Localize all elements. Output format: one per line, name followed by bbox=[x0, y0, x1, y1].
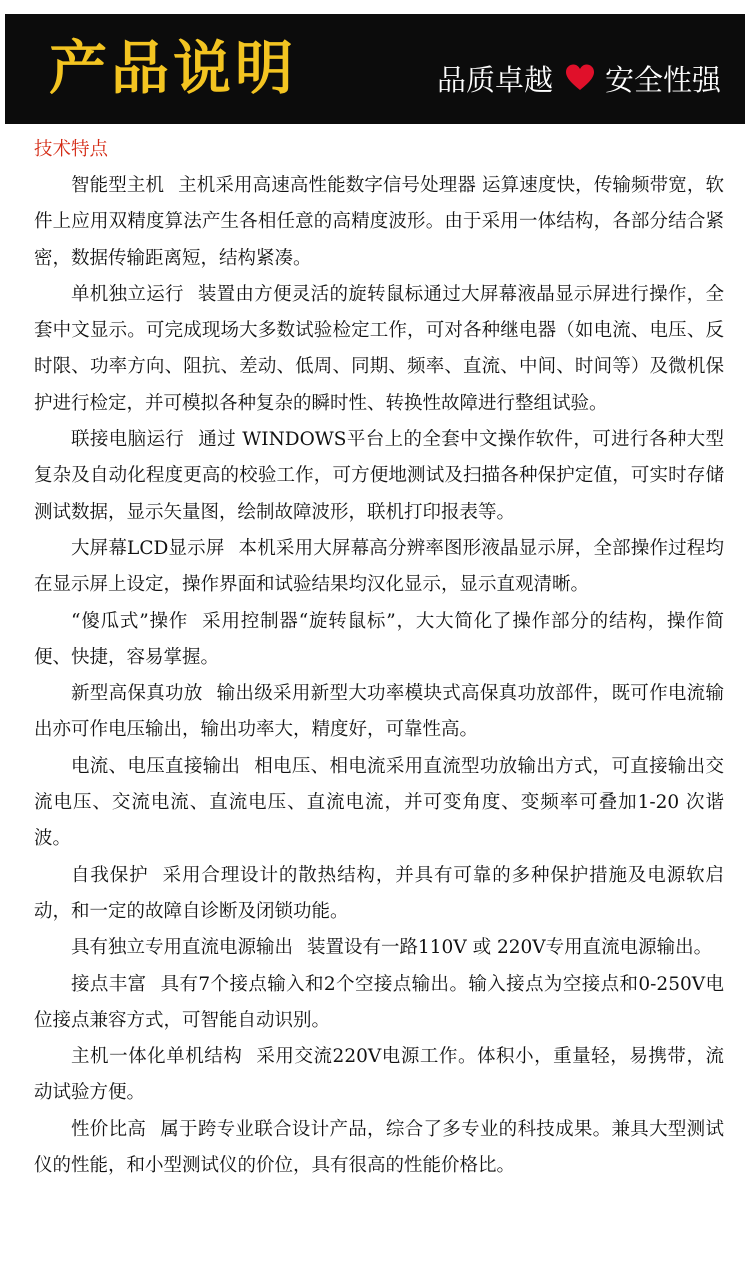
feature-paragraph bbox=[34, 1039, 724, 1112]
feature-text: 采用交流220V电源工作。体积小，重量轻，易携带，流动试验方便。 bbox=[34, 1046, 724, 1104]
feature-term: 性价比高 bbox=[71, 1118, 147, 1140]
feature-term: 大屏幕LCD显示屏 bbox=[71, 537, 225, 559]
feature-text: 属于跨专业联合设计产品，综合了多专业的科技成果。兼具大型测试仪的性能，和小型测试仪的价位，具有很高的性能价格比。 bbox=[34, 1118, 724, 1177]
feature-term: 具有独立专用直流电源输出 bbox=[71, 937, 294, 959]
feature-text: 相电压、相电流采用直流型功放输出方式，可直接输出交流电压、交流电流、直流电压、直流电流，并可变角度、变频率可叠加1-20 次谐波。 bbox=[34, 755, 724, 850]
slogan-safety: 安全性强 bbox=[604, 62, 721, 97]
feature-paragraph bbox=[34, 967, 724, 1040]
top-strip bbox=[0, 0, 750, 14]
feature-paragraph bbox=[34, 604, 724, 677]
feature-term: 电流、电压直接输出 bbox=[71, 755, 241, 777]
feature-paragraph bbox=[34, 1112, 724, 1185]
feature-text: 采用合理设计的散热结构，并具有可靠的多种保护措施及电源软启动，和一定的故障自诊断及闭锁功能。 bbox=[34, 864, 724, 922]
feature-text: 装置设有一路110V 或 220V专用直流电源输出。 bbox=[307, 937, 713, 959]
feature-text: 通过 WINDOWS平台上的全套中文操作软件，可进行各种大型复杂及自动化程度更高的校验工作，可方便地测试及扫描各种保护定值，可实时存储测试数据，显示矢量图，绘制故障波形，联机打印报表等。 bbox=[34, 429, 724, 523]
feature-paragraph bbox=[34, 676, 724, 749]
feature-term: 主机一体化单机结构 bbox=[71, 1046, 243, 1068]
feature-term: 智能型主机 bbox=[71, 175, 165, 196]
feature-term: 自我保护 bbox=[71, 864, 149, 886]
feature-paragraph bbox=[34, 422, 724, 531]
feature-paragraph bbox=[34, 749, 724, 858]
feature-term: “傻瓜式”操作 bbox=[71, 610, 189, 632]
feature-text: 具有7个接点输入和2个空接点输出。输入接点为空接点和0-250V电位接点兼容方式，可智能自动识别。 bbox=[34, 973, 724, 1031]
feature-term: 新型高保真功放 bbox=[71, 683, 203, 705]
feature-text: 本机采用大屏幕高分辨率图形液晶显示屏，全部操作过程均在显示屏上设定，操作界面和试验结果均汉化显示，显示直观清晰。 bbox=[34, 537, 724, 596]
feature-text: 采用控制器“旋转鼠标”，大大简化了操作部分的结构，操作简便、快捷，容易掌握。 bbox=[34, 610, 725, 668]
feature-text: 装置由方便灵活的旋转鼠标通过大屏幕液晶显示屏进行操作，全套中文显示。可完成现场大多数试验检定工作，可对各种继电器（如电流、电压、反时限、功率方向、阻抗、差动、低周、同期、频率、直流、中间、时间等）及微机保护进行检定，并可模拟各种复杂的瞬时性、转换性故障进行整组试验。 bbox=[34, 283, 724, 414]
slogan-quality: 品质卓越 bbox=[436, 62, 553, 97]
feature-term: 联接电脑运行 bbox=[71, 429, 185, 451]
section-heading: 技术特点 bbox=[34, 139, 109, 160]
product-banner bbox=[5, 14, 745, 124]
feature-paragraph bbox=[34, 930, 724, 966]
feature-term: 接点丰富 bbox=[71, 973, 147, 995]
feature-paragraph bbox=[34, 168, 724, 277]
feature-paragraph bbox=[34, 531, 724, 604]
feature-term: 单机独立运行 bbox=[71, 283, 184, 305]
feature-text: 主机采用高速高性能数字信号处理器 运算速度快，传输频带宽，软件上应用双精度算法产生各相任意的高精度波形。由于采用一体结构，各部分结合紧密，数据传输距离短，结构紧凑。 bbox=[34, 175, 724, 269]
banner-title: 产品说明 bbox=[49, 34, 298, 102]
heart-icon bbox=[565, 63, 595, 93]
product-description bbox=[34, 132, 724, 1184]
feature-text: 输出级采用新型大功率模块式高保真功放部件，既可作电流输出亦可作电压输出，输出功率大，精度好，可靠性高。 bbox=[34, 683, 724, 741]
banner-slogan bbox=[437, 58, 721, 98]
feature-paragraph bbox=[34, 858, 724, 931]
feature-paragraph bbox=[34, 277, 724, 422]
